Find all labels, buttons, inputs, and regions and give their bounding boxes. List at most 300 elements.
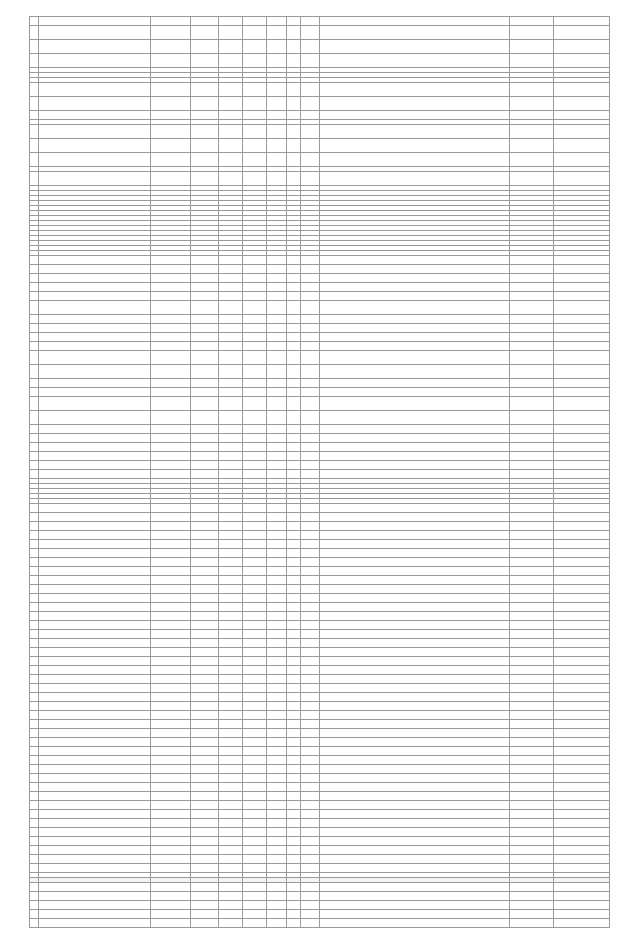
cell-year bbox=[510, 153, 554, 167]
cell-c5 bbox=[219, 153, 243, 167]
table-row bbox=[30, 111, 610, 120]
cell-c7 bbox=[267, 837, 287, 846]
cell-c6 bbox=[243, 657, 267, 666]
cell-c5 bbox=[219, 125, 243, 139]
cell-sum bbox=[554, 756, 610, 765]
cell-num bbox=[30, 342, 39, 351]
cell-address bbox=[39, 693, 151, 702]
cell-c5 bbox=[219, 864, 243, 873]
cell-c9 bbox=[301, 425, 320, 434]
cell-num bbox=[30, 549, 39, 558]
cell-c6 bbox=[243, 397, 267, 411]
cell-c6 bbox=[243, 892, 267, 901]
cell-sum bbox=[554, 443, 610, 452]
cell-c8 bbox=[287, 855, 301, 864]
cell-note bbox=[320, 351, 510, 365]
cell-c9 bbox=[301, 274, 320, 283]
cell-c8 bbox=[287, 301, 301, 315]
cell-c6 bbox=[243, 256, 267, 265]
cell-c3 bbox=[151, 747, 191, 756]
cell-sum bbox=[554, 256, 610, 265]
cell-note bbox=[320, 648, 510, 657]
cell-address bbox=[39, 139, 151, 153]
table-row bbox=[30, 549, 610, 558]
cell-sum bbox=[554, 792, 610, 801]
table-row bbox=[30, 801, 610, 810]
cell-c7 bbox=[267, 425, 287, 434]
cell-sum bbox=[554, 17, 610, 26]
cell-c9 bbox=[301, 630, 320, 639]
cell-c6 bbox=[243, 411, 267, 425]
cell-address bbox=[39, 558, 151, 567]
cell-sum bbox=[554, 558, 610, 567]
cell-c7 bbox=[267, 292, 287, 301]
cell-c6 bbox=[243, 639, 267, 648]
cell-c8 bbox=[287, 265, 301, 274]
cell-c9 bbox=[301, 365, 320, 379]
cell-note bbox=[320, 256, 510, 265]
cell-c9 bbox=[301, 729, 320, 738]
cell-c4 bbox=[191, 729, 219, 738]
cell-sum bbox=[554, 892, 610, 901]
table-row bbox=[30, 765, 610, 774]
cell-c7 bbox=[267, 540, 287, 549]
cell-c5 bbox=[219, 342, 243, 351]
cell-c7 bbox=[267, 585, 287, 594]
cell-c5 bbox=[219, 756, 243, 765]
cell-note bbox=[320, 901, 510, 910]
cell-address bbox=[39, 711, 151, 720]
cell-c3 bbox=[151, 125, 191, 139]
cell-num bbox=[30, 40, 39, 54]
cell-c7 bbox=[267, 919, 287, 928]
cell-note bbox=[320, 342, 510, 351]
cell-sum bbox=[554, 397, 610, 411]
cell-c9 bbox=[301, 711, 320, 720]
cell-c5 bbox=[219, 83, 243, 97]
cell-c7 bbox=[267, 801, 287, 810]
cell-c7 bbox=[267, 153, 287, 167]
cell-c3 bbox=[151, 567, 191, 576]
cell-year bbox=[510, 846, 554, 855]
cell-c8 bbox=[287, 315, 301, 324]
cell-note bbox=[320, 765, 510, 774]
cell-address bbox=[39, 26, 151, 40]
cell-c5 bbox=[219, 513, 243, 522]
table-row bbox=[30, 675, 610, 684]
cell-address bbox=[39, 111, 151, 120]
cell-note bbox=[320, 54, 510, 68]
cell-c7 bbox=[267, 265, 287, 274]
cell-address bbox=[39, 301, 151, 315]
cell-c3 bbox=[151, 765, 191, 774]
cell-c3 bbox=[151, 54, 191, 68]
cell-year bbox=[510, 54, 554, 68]
cell-c7 bbox=[267, 747, 287, 756]
cell-c4 bbox=[191, 388, 219, 397]
cell-year bbox=[510, 434, 554, 443]
cell-c5 bbox=[219, 470, 243, 479]
table-row bbox=[30, 513, 610, 522]
cell-c6 bbox=[243, 702, 267, 711]
table-row bbox=[30, 828, 610, 837]
cell-c5 bbox=[219, 892, 243, 901]
cell-c9 bbox=[301, 594, 320, 603]
cell-c4 bbox=[191, 603, 219, 612]
table-row bbox=[30, 461, 610, 470]
cell-c8 bbox=[287, 388, 301, 397]
cell-c6 bbox=[243, 756, 267, 765]
cell-num bbox=[30, 765, 39, 774]
cell-c6 bbox=[243, 720, 267, 729]
cell-num bbox=[30, 621, 39, 630]
cell-address bbox=[39, 910, 151, 919]
cell-c4 bbox=[191, 301, 219, 315]
cell-address bbox=[39, 828, 151, 837]
cell-c3 bbox=[151, 425, 191, 434]
cell-note bbox=[320, 594, 510, 603]
cell-c5 bbox=[219, 783, 243, 792]
cell-c8 bbox=[287, 639, 301, 648]
cell-c9 bbox=[301, 434, 320, 443]
cell-num bbox=[30, 783, 39, 792]
cell-address bbox=[39, 639, 151, 648]
cell-year bbox=[510, 783, 554, 792]
cell-address bbox=[39, 425, 151, 434]
cell-address bbox=[39, 792, 151, 801]
table-row bbox=[30, 747, 610, 756]
cell-c6 bbox=[243, 855, 267, 864]
cell-c8 bbox=[287, 729, 301, 738]
cell-num bbox=[30, 388, 39, 397]
cell-c4 bbox=[191, 864, 219, 873]
cell-address bbox=[39, 765, 151, 774]
cell-c4 bbox=[191, 470, 219, 479]
cell-sum bbox=[554, 828, 610, 837]
cell-c9 bbox=[301, 765, 320, 774]
cell-c9 bbox=[301, 702, 320, 711]
cell-c5 bbox=[219, 729, 243, 738]
cell-year bbox=[510, 729, 554, 738]
cell-note bbox=[320, 711, 510, 720]
cell-c5 bbox=[219, 365, 243, 379]
cell-c5 bbox=[219, 765, 243, 774]
cell-num bbox=[30, 397, 39, 411]
cell-c9 bbox=[301, 388, 320, 397]
cell-note bbox=[320, 40, 510, 54]
cell-num bbox=[30, 738, 39, 747]
cell-num bbox=[30, 585, 39, 594]
cell-sum bbox=[554, 452, 610, 461]
cell-c7 bbox=[267, 774, 287, 783]
cell-c7 bbox=[267, 549, 287, 558]
cell-c4 bbox=[191, 585, 219, 594]
cell-c4 bbox=[191, 774, 219, 783]
cell-sum bbox=[554, 910, 610, 919]
cell-address bbox=[39, 283, 151, 292]
cell-c5 bbox=[219, 883, 243, 892]
cell-num bbox=[30, 648, 39, 657]
cell-address bbox=[39, 846, 151, 855]
cell-num bbox=[30, 855, 39, 864]
cell-c5 bbox=[219, 828, 243, 837]
cell-year bbox=[510, 351, 554, 365]
cell-note bbox=[320, 810, 510, 819]
cell-num bbox=[30, 111, 39, 120]
table-row bbox=[30, 470, 610, 479]
cell-year bbox=[510, 657, 554, 666]
cell-note bbox=[320, 549, 510, 558]
cell-address bbox=[39, 648, 151, 657]
cell-c5 bbox=[219, 693, 243, 702]
cell-c9 bbox=[301, 292, 320, 301]
cell-sum bbox=[554, 425, 610, 434]
cell-c7 bbox=[267, 111, 287, 120]
cell-num bbox=[30, 315, 39, 324]
cell-num bbox=[30, 883, 39, 892]
cell-note bbox=[320, 720, 510, 729]
cell-c8 bbox=[287, 810, 301, 819]
cell-sum bbox=[554, 621, 610, 630]
cell-c4 bbox=[191, 504, 219, 513]
cell-c4 bbox=[191, 639, 219, 648]
cell-c6 bbox=[243, 125, 267, 139]
cell-address bbox=[39, 702, 151, 711]
cell-c8 bbox=[287, 747, 301, 756]
cell-c6 bbox=[243, 792, 267, 801]
cell-c3 bbox=[151, 531, 191, 540]
cell-c3 bbox=[151, 139, 191, 153]
cell-c6 bbox=[243, 388, 267, 397]
cell-c4 bbox=[191, 648, 219, 657]
cell-note bbox=[320, 919, 510, 928]
cell-num bbox=[30, 26, 39, 40]
cell-c5 bbox=[219, 333, 243, 342]
cell-c9 bbox=[301, 738, 320, 747]
cell-c6 bbox=[243, 558, 267, 567]
cell-c6 bbox=[243, 630, 267, 639]
cell-c4 bbox=[191, 720, 219, 729]
table-row bbox=[30, 17, 610, 26]
cell-c5 bbox=[219, 351, 243, 365]
cell-c4 bbox=[191, 756, 219, 765]
cell-year bbox=[510, 452, 554, 461]
cell-c5 bbox=[219, 504, 243, 513]
table-row bbox=[30, 411, 610, 425]
table-row bbox=[30, 54, 610, 68]
cell-year bbox=[510, 256, 554, 265]
cell-c7 bbox=[267, 846, 287, 855]
cell-note bbox=[320, 910, 510, 919]
cell-sum bbox=[554, 549, 610, 558]
table-row bbox=[30, 702, 610, 711]
cell-c8 bbox=[287, 630, 301, 639]
cell-c5 bbox=[219, 40, 243, 54]
cell-c8 bbox=[287, 594, 301, 603]
cell-c4 bbox=[191, 837, 219, 846]
cell-c7 bbox=[267, 594, 287, 603]
cell-c9 bbox=[301, 910, 320, 919]
cell-address bbox=[39, 567, 151, 576]
cell-c3 bbox=[151, 379, 191, 388]
cell-c8 bbox=[287, 470, 301, 479]
cell-c9 bbox=[301, 265, 320, 274]
cell-c3 bbox=[151, 522, 191, 531]
cell-c3 bbox=[151, 738, 191, 747]
cell-num bbox=[30, 522, 39, 531]
cell-c3 bbox=[151, 819, 191, 828]
cell-note bbox=[320, 283, 510, 292]
cell-c4 bbox=[191, 522, 219, 531]
cell-c7 bbox=[267, 365, 287, 379]
cell-c5 bbox=[219, 639, 243, 648]
cell-c3 bbox=[151, 621, 191, 630]
cell-year bbox=[510, 864, 554, 873]
cell-c9 bbox=[301, 443, 320, 452]
table-row bbox=[30, 693, 610, 702]
cell-sum bbox=[554, 315, 610, 324]
cell-c9 bbox=[301, 846, 320, 855]
cell-c6 bbox=[243, 425, 267, 434]
cell-c5 bbox=[219, 139, 243, 153]
cell-c3 bbox=[151, 26, 191, 40]
cell-c6 bbox=[243, 675, 267, 684]
table-row bbox=[30, 648, 610, 657]
cell-note bbox=[320, 531, 510, 540]
cell-c9 bbox=[301, 792, 320, 801]
cell-c7 bbox=[267, 342, 287, 351]
cell-c7 bbox=[267, 810, 287, 819]
cell-c7 bbox=[267, 17, 287, 26]
cell-c3 bbox=[151, 388, 191, 397]
cell-c4 bbox=[191, 711, 219, 720]
cell-c3 bbox=[151, 324, 191, 333]
table-row bbox=[30, 567, 610, 576]
cell-note bbox=[320, 365, 510, 379]
cell-note bbox=[320, 883, 510, 892]
cell-c9 bbox=[301, 504, 320, 513]
cell-c9 bbox=[301, 657, 320, 666]
cell-c5 bbox=[219, 648, 243, 657]
cell-c6 bbox=[243, 504, 267, 513]
cell-c4 bbox=[191, 54, 219, 68]
cell-c4 bbox=[191, 111, 219, 120]
cell-year bbox=[510, 576, 554, 585]
cell-address bbox=[39, 864, 151, 873]
cell-c9 bbox=[301, 83, 320, 97]
cell-sum bbox=[554, 139, 610, 153]
table-row bbox=[30, 855, 610, 864]
cell-c8 bbox=[287, 864, 301, 873]
cell-c7 bbox=[267, 522, 287, 531]
cell-c8 bbox=[287, 819, 301, 828]
cell-address bbox=[39, 594, 151, 603]
cell-c8 bbox=[287, 411, 301, 425]
cell-address bbox=[39, 411, 151, 425]
cell-c3 bbox=[151, 111, 191, 120]
cell-c6 bbox=[243, 26, 267, 40]
cell-num bbox=[30, 172, 39, 186]
cell-num bbox=[30, 810, 39, 819]
cell-c7 bbox=[267, 639, 287, 648]
cell-address bbox=[39, 774, 151, 783]
cell-sum bbox=[554, 153, 610, 167]
cell-sum bbox=[554, 324, 610, 333]
cell-note bbox=[320, 855, 510, 864]
cell-c7 bbox=[267, 666, 287, 675]
cell-c8 bbox=[287, 558, 301, 567]
table-row bbox=[30, 40, 610, 54]
table-row bbox=[30, 172, 610, 186]
cell-c8 bbox=[287, 351, 301, 365]
cell-c7 bbox=[267, 97, 287, 111]
cell-c6 bbox=[243, 819, 267, 828]
cell-c7 bbox=[267, 783, 287, 792]
cell-sum bbox=[554, 411, 610, 425]
cell-num bbox=[30, 567, 39, 576]
cell-c7 bbox=[267, 729, 287, 738]
cell-c4 bbox=[191, 747, 219, 756]
cell-sum bbox=[554, 603, 610, 612]
cell-c8 bbox=[287, 702, 301, 711]
cell-c5 bbox=[219, 531, 243, 540]
cell-address bbox=[39, 461, 151, 470]
cell-note bbox=[320, 172, 510, 186]
cell-note bbox=[320, 265, 510, 274]
cell-year bbox=[510, 411, 554, 425]
cell-c8 bbox=[287, 54, 301, 68]
cell-c5 bbox=[219, 675, 243, 684]
cell-year bbox=[510, 522, 554, 531]
cell-c8 bbox=[287, 111, 301, 120]
cell-c7 bbox=[267, 83, 287, 97]
cell-year bbox=[510, 139, 554, 153]
table-row bbox=[30, 333, 610, 342]
cell-sum bbox=[554, 379, 610, 388]
cell-c8 bbox=[287, 792, 301, 801]
cell-num bbox=[30, 684, 39, 693]
cell-year bbox=[510, 756, 554, 765]
cell-c7 bbox=[267, 443, 287, 452]
cell-note bbox=[320, 97, 510, 111]
cell-address bbox=[39, 883, 151, 892]
cell-c7 bbox=[267, 892, 287, 901]
cell-c5 bbox=[219, 425, 243, 434]
cell-c9 bbox=[301, 342, 320, 351]
cell-note bbox=[320, 630, 510, 639]
cell-c5 bbox=[219, 747, 243, 756]
table-row bbox=[30, 256, 610, 265]
cell-num bbox=[30, 828, 39, 837]
cell-year bbox=[510, 567, 554, 576]
cell-address bbox=[39, 837, 151, 846]
cell-address bbox=[39, 720, 151, 729]
cell-address bbox=[39, 292, 151, 301]
cell-c8 bbox=[287, 828, 301, 837]
cell-address bbox=[39, 504, 151, 513]
cell-c7 bbox=[267, 397, 287, 411]
cell-c8 bbox=[287, 783, 301, 792]
cell-sum bbox=[554, 522, 610, 531]
cell-address bbox=[39, 97, 151, 111]
cell-sum bbox=[554, 675, 610, 684]
cell-c7 bbox=[267, 379, 287, 388]
cell-c8 bbox=[287, 283, 301, 292]
cell-c4 bbox=[191, 411, 219, 425]
cell-c9 bbox=[301, 558, 320, 567]
cell-year bbox=[510, 425, 554, 434]
cell-sum bbox=[554, 125, 610, 139]
